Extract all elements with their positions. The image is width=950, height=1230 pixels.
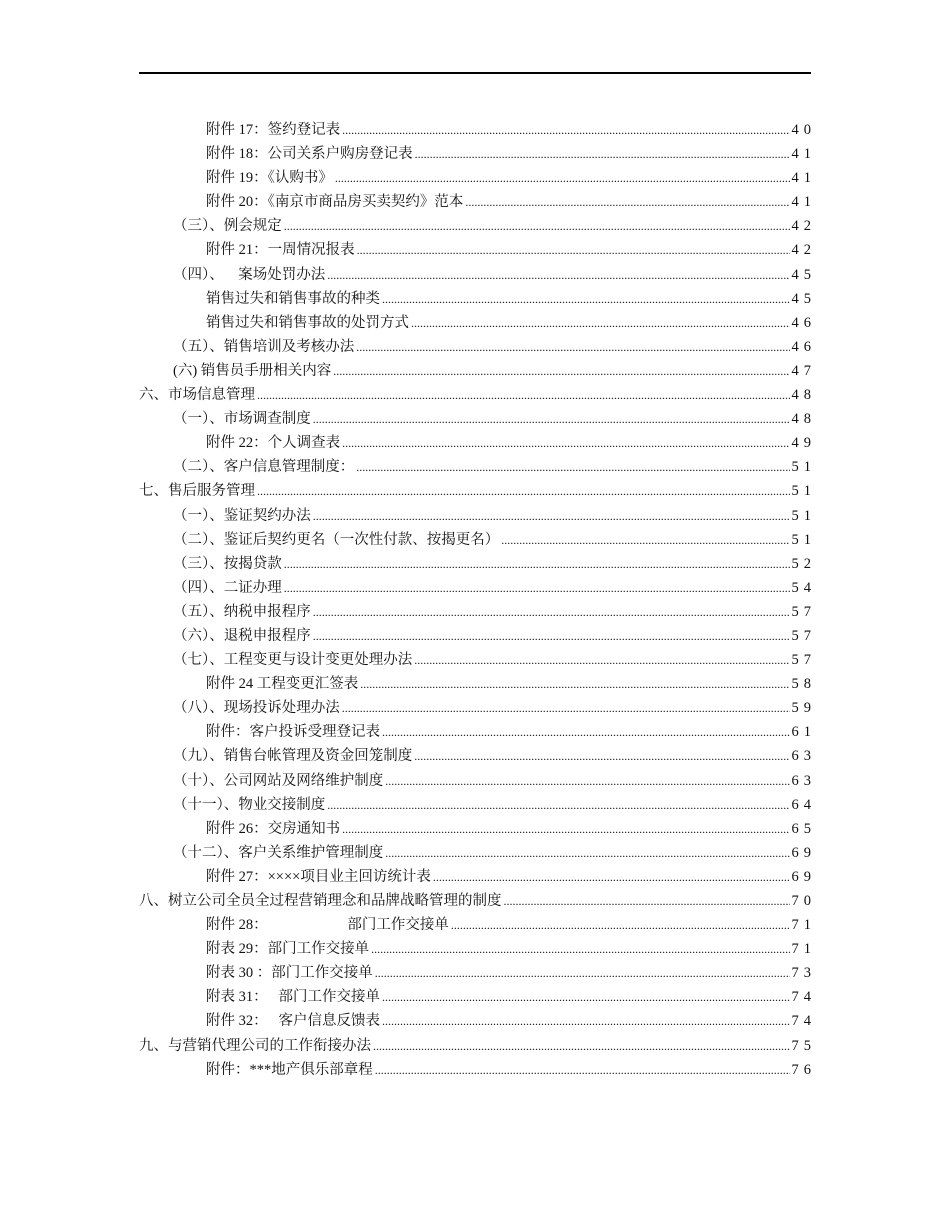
toc-entry[interactable] bbox=[139, 214, 816, 238]
toc-entry[interactable] bbox=[139, 479, 816, 503]
toc-entry[interactable] bbox=[139, 1058, 816, 1082]
dot-leader bbox=[382, 720, 790, 744]
toc-entry[interactable] bbox=[139, 889, 816, 913]
toc-entry-page-number: 46 bbox=[791, 314, 816, 331]
toc-entry-page-number: 57 bbox=[791, 652, 816, 669]
dot-leader bbox=[357, 238, 790, 262]
toc-entry[interactable] bbox=[139, 552, 816, 576]
dot-leader bbox=[342, 118, 789, 142]
toc-entry-title: 附件 21：一周情况报表 bbox=[206, 242, 355, 259]
toc-entry[interactable] bbox=[139, 793, 816, 817]
dot-leader bbox=[284, 552, 790, 576]
toc-entry-page-number: 41 bbox=[791, 170, 816, 187]
toc-entry[interactable] bbox=[139, 937, 816, 961]
dot-leader bbox=[465, 190, 789, 214]
toc-entry-page-number: 51 bbox=[791, 483, 816, 500]
toc-entry-page-number: 42 bbox=[791, 242, 816, 259]
dot-leader bbox=[356, 455, 789, 479]
toc-entry[interactable] bbox=[139, 985, 816, 1009]
dot-leader bbox=[385, 841, 789, 865]
toc-entry-page-number: 75 bbox=[791, 1037, 816, 1054]
toc-entry[interactable] bbox=[139, 263, 816, 287]
dot-leader bbox=[411, 311, 790, 335]
dot-leader bbox=[360, 672, 789, 696]
toc-entry[interactable] bbox=[139, 913, 816, 937]
toc-entry[interactable] bbox=[139, 600, 816, 624]
toc-entry-title: （四）、二证办理 bbox=[173, 579, 282, 596]
dot-leader bbox=[333, 359, 789, 383]
toc-entry[interactable] bbox=[139, 744, 816, 768]
toc-entry-title: （三）、例会规定 bbox=[173, 218, 282, 235]
dot-leader bbox=[356, 335, 789, 359]
toc-entry-title: （二）、客户信息管理制度： bbox=[173, 459, 355, 476]
toc-entry-page-number: 51 bbox=[791, 507, 816, 524]
toc-entry-page-number: 41 bbox=[791, 194, 816, 211]
toc-entry-page-number: 63 bbox=[791, 772, 816, 789]
dot-leader bbox=[335, 166, 790, 190]
toc-entry-title: 附件 17：签约登记表 bbox=[206, 122, 341, 138]
toc-entry-page-number: 73 bbox=[791, 965, 816, 982]
toc-entry-page-number: 57 bbox=[791, 603, 816, 620]
dot-leader bbox=[414, 648, 789, 672]
toc-entry[interactable] bbox=[139, 865, 816, 889]
dot-leader bbox=[284, 576, 790, 600]
toc-entry[interactable] bbox=[139, 504, 816, 528]
toc-entry-page-number: 74 bbox=[791, 989, 816, 1006]
dot-leader bbox=[313, 624, 790, 648]
header-rule bbox=[139, 72, 811, 74]
toc-entry[interactable] bbox=[139, 311, 816, 335]
dot-leader bbox=[382, 1009, 790, 1033]
toc-entry-title: 销售过失和销售事故的处罚方式 bbox=[206, 314, 409, 331]
toc-entry-title: 附件：客户投诉受理登记表 bbox=[206, 724, 380, 741]
dot-leader bbox=[501, 528, 789, 552]
toc-entry-page-number: 45 bbox=[791, 290, 816, 307]
toc-entry-page-number: 63 bbox=[791, 748, 816, 765]
dot-leader bbox=[382, 287, 790, 311]
toc-entry[interactable] bbox=[139, 238, 816, 262]
toc-entry-title: （七）、工程变更与设计变更处理办法 bbox=[173, 652, 413, 669]
toc-entry-page-number: 45 bbox=[791, 266, 816, 283]
toc-entry[interactable] bbox=[139, 407, 816, 431]
toc-entry[interactable] bbox=[139, 720, 816, 744]
toc-entry-page-number: 69 bbox=[791, 844, 816, 861]
toc-entry-title: （二）、鉴证后契约更名（一次性付款、按揭更名） bbox=[173, 531, 500, 548]
toc-entry[interactable] bbox=[139, 672, 816, 696]
toc-entry[interactable] bbox=[139, 528, 816, 552]
dot-leader bbox=[373, 1034, 790, 1058]
dot-leader bbox=[327, 793, 789, 817]
toc-entry-title: （十一）、物业交接制度 bbox=[173, 796, 326, 813]
toc-entry-page-number: 52 bbox=[791, 555, 816, 572]
toc-entry-title: 六、市场信息管理 bbox=[139, 387, 255, 404]
toc-entry-page-number: 61 bbox=[791, 724, 816, 741]
toc-entry[interactable] bbox=[139, 648, 816, 672]
toc-entry[interactable] bbox=[139, 118, 816, 142]
table-of-contents bbox=[139, 118, 816, 1082]
toc-entry[interactable] bbox=[139, 576, 816, 600]
toc-entry-page-number: 51 bbox=[791, 531, 816, 548]
dot-leader bbox=[313, 407, 790, 431]
toc-entry-page-number: 76 bbox=[791, 1061, 816, 1078]
toc-entry-title: 九、与营销代理公司的工作衔接办法 bbox=[139, 1037, 371, 1054]
toc-entry-page-number: 49 bbox=[791, 435, 816, 452]
toc-entry-page-number: 74 bbox=[791, 1013, 816, 1030]
toc-entry[interactable] bbox=[139, 359, 816, 383]
toc-entry[interactable] bbox=[139, 1034, 816, 1058]
toc-entry[interactable] bbox=[139, 142, 816, 166]
toc-entry-title: 附表 31： 部门工作交接单 bbox=[206, 989, 380, 1006]
dot-leader bbox=[257, 479, 790, 503]
toc-entry[interactable] bbox=[139, 383, 816, 407]
toc-entry-page-number: 65 bbox=[791, 820, 816, 837]
toc-entry-title: 附表 30 ：部门工作交接单 bbox=[206, 965, 373, 982]
toc-entry-page-number: 59 bbox=[791, 700, 816, 717]
toc-entry[interactable] bbox=[139, 696, 816, 720]
toc-entry-title: 销售过失和销售事故的种类 bbox=[206, 290, 380, 307]
toc-entry-page-number: 64 bbox=[791, 796, 816, 813]
toc-entry-title: 附表 29：部门工作交接单 bbox=[206, 941, 370, 958]
dot-leader bbox=[451, 913, 790, 937]
toc-entry[interactable] bbox=[139, 769, 816, 793]
toc-entry-title: 附件：***地产俱乐部章程 bbox=[206, 1061, 373, 1078]
toc-entry-page-number: 42 bbox=[791, 218, 816, 235]
toc-entry-title: （五）、纳税申报程序 bbox=[173, 603, 311, 620]
toc-entry-title: （一）、鉴证契约办法 bbox=[173, 507, 311, 524]
toc-entry-page-number: 71 bbox=[791, 941, 816, 958]
dot-leader bbox=[313, 504, 790, 528]
toc-entry-title: 附件 28： 部门工作交接单 bbox=[206, 917, 449, 934]
dot-leader bbox=[385, 769, 789, 793]
toc-entry-title: （五）、销售培训及考核办法 bbox=[173, 338, 355, 355]
toc-entry-title: （十二）、客户关系维护管理制度 bbox=[173, 844, 384, 861]
toc-entry-page-number: 71 bbox=[791, 917, 816, 934]
toc-entry-title: 附件 22：个人调查表 bbox=[206, 435, 341, 452]
toc-entry-title: (六) 销售员手册相关内容 bbox=[173, 362, 332, 379]
toc-entry[interactable] bbox=[139, 961, 816, 985]
toc-entry[interactable] bbox=[139, 190, 816, 214]
dot-leader bbox=[313, 600, 790, 624]
toc-entry-title: （十）、公司网站及网络维护制度 bbox=[173, 772, 384, 789]
dot-leader bbox=[342, 431, 789, 455]
toc-entry-title: （三）、按揭贷款 bbox=[173, 555, 282, 572]
dot-leader bbox=[375, 1058, 790, 1082]
toc-entry-page-number: 46 bbox=[791, 338, 816, 355]
toc-entry-page-number: 47 bbox=[791, 362, 816, 379]
toc-entry-page-number: 58 bbox=[791, 676, 816, 693]
toc-entry-page-number: 41 bbox=[791, 146, 816, 163]
toc-entry-title: 附件 19：《认购书》 bbox=[206, 170, 333, 187]
toc-entry-title: 附件 27：××××项目业主回访统计表 bbox=[206, 868, 431, 885]
toc-entry[interactable] bbox=[139, 624, 816, 648]
dot-leader bbox=[415, 142, 790, 166]
dot-leader bbox=[433, 865, 790, 889]
toc-entry-page-number: 70 bbox=[791, 893, 816, 909]
toc-entry-page-number: 51 bbox=[791, 459, 816, 476]
toc-entry[interactable] bbox=[139, 166, 816, 190]
toc-entry-title: 附件 18：公司关系户购房登记表 bbox=[206, 146, 413, 163]
toc-entry-title: （六）、退税申报程序 bbox=[173, 627, 311, 644]
toc-entry-page-number: 48 bbox=[791, 387, 816, 404]
toc-entry[interactable] bbox=[139, 1009, 816, 1033]
toc-entry[interactable] bbox=[139, 431, 816, 455]
toc-entry[interactable] bbox=[139, 841, 816, 865]
toc-entry-title: 附件 26：交房通知书 bbox=[206, 820, 341, 837]
toc-entry[interactable] bbox=[139, 287, 816, 311]
toc-entry-title: （九）、销售台帐管理及资金回笼制度 bbox=[173, 748, 413, 765]
toc-entry-title: 附件 20：《南京市商品房买卖契约》范本 bbox=[206, 194, 464, 211]
toc-entry[interactable] bbox=[139, 455, 816, 479]
dot-leader bbox=[414, 744, 789, 768]
toc-entry-page-number: 69 bbox=[791, 868, 816, 885]
dot-leader bbox=[371, 937, 789, 961]
toc-entry-title: 附件 32： 客户信息反馈表 bbox=[206, 1013, 380, 1030]
dot-leader bbox=[284, 214, 790, 238]
toc-entry-title: （四）、 案场处罚办法 bbox=[173, 266, 326, 283]
dot-leader bbox=[327, 263, 789, 287]
toc-entry-title: （一）、市场调查制度 bbox=[173, 411, 311, 428]
dot-leader bbox=[375, 961, 790, 985]
dot-leader bbox=[382, 985, 790, 1009]
toc-entry[interactable] bbox=[139, 817, 816, 841]
toc-entry[interactable] bbox=[139, 335, 816, 359]
toc-entry-page-number: 40 bbox=[791, 122, 816, 138]
toc-entry-title: 八、树立公司全员全过程营销理念和品牌战略管理的制度 bbox=[139, 893, 502, 909]
dot-leader bbox=[257, 383, 790, 407]
dot-leader bbox=[504, 889, 790, 913]
toc-entry-page-number: 54 bbox=[791, 579, 816, 596]
toc-entry-title: 附件 24 工程变更汇签表 bbox=[206, 676, 359, 693]
toc-entry-page-number: 57 bbox=[791, 627, 816, 644]
toc-entry-title: （八）、现场投诉处理办法 bbox=[173, 700, 340, 717]
dot-leader bbox=[342, 696, 790, 720]
dot-leader bbox=[342, 817, 789, 841]
toc-entry-title: 七、售后服务管理 bbox=[139, 483, 255, 500]
toc-entry-page-number: 48 bbox=[791, 411, 816, 428]
